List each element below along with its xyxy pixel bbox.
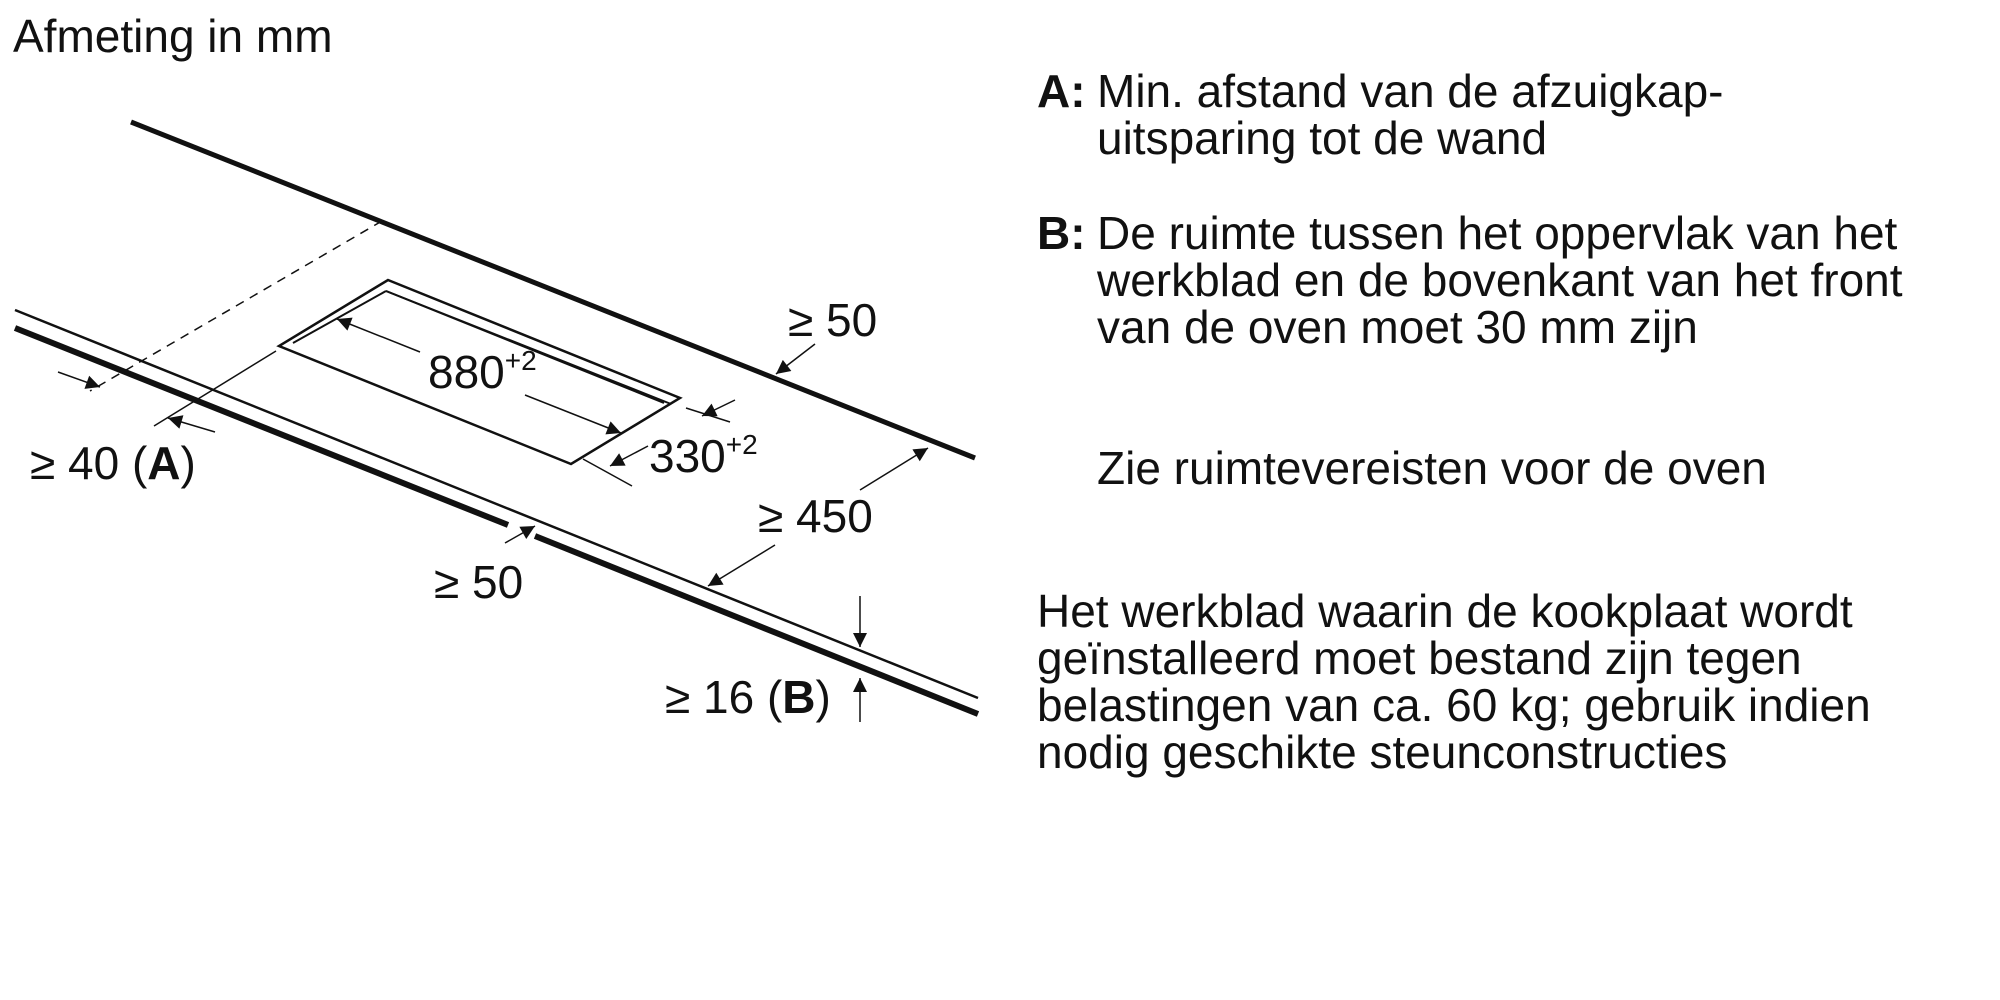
oven-note: Zie ruimtevereisten voor de oven [1097,442,1767,494]
dim-330-label: $330^{+2}$ [649,429,758,482]
cutout-inner-edge [293,291,386,343]
legend-item-B [1037,207,1987,353]
dim-330-extension [583,459,632,486]
dim-B-label: ≥ 16 (B) [665,671,831,723]
legend-text: De ruimte tussen het oppervlak van het werkblad en de bovenkant van het front van de oven moet 30 mm zijn [1097,207,1903,353]
dim-back-gap-label: ≥ 50 [788,294,878,346]
dim-A-arrow-right [168,418,215,432]
dim-A-arrow-left [58,372,100,387]
worktop-note: Het werkblad waarin de kookplaat wordt geïnstalleerd moet bestand zijn tegen belastingen van ca. 60 kg; gebruik indien nodig geschikte steunconstructies [1037,585,1871,778]
dim-A-label: ≥ 40 (A) [30,437,196,489]
dim-330-extension [686,408,730,422]
dim-450-arrow-bottom [708,545,775,586]
dim-back-gap-arrow [776,344,815,374]
dim-330-arrow-top [702,400,735,416]
dashed-reference-line [90,221,382,391]
dim-450-label: ≥ 450 [758,490,873,542]
dim-880-label: $880^{+2}$ [428,345,537,398]
dim-450-arrow-top [860,448,928,490]
dim-880-arrow-right [525,395,621,433]
dim-330-arrow-bottom [610,446,648,466]
dim-front-gap-arrow [505,526,535,543]
page-title: Afmeting in mm [13,10,333,62]
legend-key: A: [1037,65,1086,117]
dim-front-gap-label: ≥ 50 [434,556,524,608]
legend-key: B: [1037,207,1086,259]
legend-text: Min. afstand van de afzuigkap-uitsparing tot de wand [1097,65,1724,164]
legend-item-A [1037,65,1987,164]
dim-880-arrow-left [337,319,420,352]
